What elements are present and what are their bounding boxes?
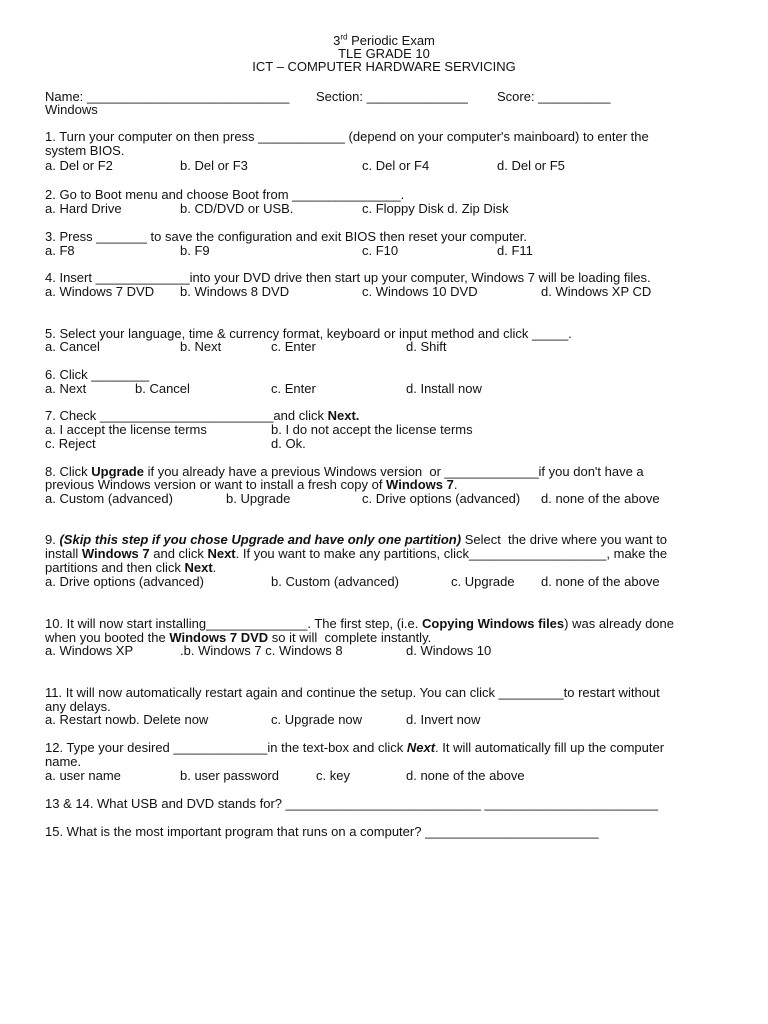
q4-option-d: d. Windows XP CD: [541, 284, 652, 299]
q12-option-b: b. user password: [180, 768, 279, 783]
q5-option-a: a. Cancel: [45, 339, 100, 354]
q10-option-d: d. Windows 10: [406, 643, 492, 658]
q11-option-c: c. Upgrade now: [271, 712, 363, 727]
topic-subtitle: Windows: [45, 102, 98, 117]
q12-option-c: c. key: [316, 768, 350, 783]
question-1-text: 1. Turn your computer on then press ____________ (depend on your computer's mainboard) to enter the: [45, 129, 649, 144]
q8-option-b: b. Upgrade: [226, 491, 291, 506]
q6-option-c: c. Enter: [271, 381, 316, 396]
grade-title: TLE GRADE 10: [338, 46, 430, 61]
q8-option-c: c. Drive options (advanced): [362, 491, 521, 506]
exam-title: 3rd Periodic Exam: [333, 32, 435, 48]
q12-option-a: a. user name: [45, 768, 121, 783]
q7-option-c: c. Reject: [45, 436, 96, 451]
q9-option-b: b. Custom (advanced): [271, 574, 399, 589]
q7-option-b: b. I do not accept the license terms: [271, 422, 473, 437]
q5-option-d: d. Shift: [406, 339, 447, 354]
q8-option-a: a. Custom (advanced): [45, 491, 173, 506]
q3-option-d: d. F11: [497, 243, 533, 258]
question-7-text: 7. Check ________________________and click Next.: [45, 408, 360, 423]
q6-option-b: b. Cancel: [135, 381, 190, 396]
q1-option-c: c. Del or F4: [362, 158, 430, 173]
q3-option-a: a. F8: [45, 243, 75, 258]
question-13-14-text: 13 & 14. What USB and DVD stands for? ___________________________ ________________________: [45, 796, 658, 811]
q9-option-a: a. Drive options (advanced): [45, 574, 204, 589]
question-10-text-cont: when you booted the Windows 7 DVD so it will complete instantly.: [45, 630, 432, 645]
q10-option-a: a. Windows XP: [45, 643, 134, 658]
q9-option-d: d. none of the above: [541, 574, 660, 589]
q10-option-bc: .b. Windows 7 c. Windows 8: [180, 643, 343, 658]
q12-option-d: d. none of the above: [406, 768, 525, 783]
question-4-text: 4. Insert _____________into your DVD drive then start up your computer, Windows 7 will be loading files.: [45, 270, 651, 285]
q1-option-d: d. Del or F5: [497, 158, 565, 173]
question-8-text-cont: previous Windows version or want to install a fresh copy of Windows 7.: [45, 477, 458, 492]
question-9-text-cont: install Windows 7 and click Next. If you want to make any partitions, click___________________, make the: [45, 546, 668, 561]
q6-option-a: a. Next: [45, 381, 87, 396]
q9-option-c: c. Upgrade: [451, 574, 515, 589]
question-9-text: 9. (Skip this step if you chose Upgrade and have only one partition) Select the drive where you want to: [45, 532, 668, 547]
question-1-text-cont: system BIOS.: [45, 143, 125, 158]
q2-option-b: b. CD/DVD or USB.: [180, 201, 294, 216]
name-field: Name: ____________________________: [45, 89, 290, 104]
subject-title: ICT – COMPUTER HARDWARE SERVICING: [252, 59, 516, 74]
question-15-text: 15. What is the most important program that runs on a computer? ________________________: [45, 824, 599, 839]
q3-option-c: c. F10: [362, 243, 399, 258]
question-11-text-cont: any delays.: [45, 699, 111, 714]
question-6-text: 6. Click ________: [45, 367, 150, 382]
question-5-text: 5. Select your language, time & currency format, keyboard or input method and click _____.: [45, 326, 572, 341]
question-2-text: 2. Go to Boot menu and choose Boot from _______________.: [45, 187, 405, 202]
q7-option-d: d. Ok.: [271, 436, 306, 451]
q1-option-a: a. Del or F2: [45, 158, 113, 173]
question-11-text: 11. It will now automatically restart again and continue the setup. You can click _________to restart without: [45, 685, 660, 700]
q11-option-d: d. Invert now: [406, 712, 481, 727]
question-8-text: 8. Click Upgrade if you already have a previous Windows version or _____________if you don't have a: [45, 464, 644, 479]
q2-option-cd: c. Floppy Disk d. Zip Disk: [362, 201, 509, 216]
q4-option-c: c. Windows 10 DVD: [362, 284, 478, 299]
q3-option-b: b. F9: [180, 243, 210, 258]
question-12-text-cont: name.: [45, 754, 82, 769]
q5-option-b: b. Next: [180, 339, 222, 354]
section-field: Section: ______________: [316, 89, 468, 104]
q8-option-d: d. none of the above: [541, 491, 660, 506]
question-9-text-cont-2: partitions and then click Next.: [45, 560, 217, 575]
q2-option-a: a. Hard Drive: [45, 201, 122, 216]
q7-option-a: a. I accept the license terms: [45, 422, 207, 437]
q6-option-d: d. Install now: [406, 381, 482, 396]
question-3-text: 3. Press _______ to save the configuration and exit BIOS then reset your computer.: [45, 229, 528, 244]
q4-option-a: a. Windows 7 DVD: [45, 284, 155, 299]
score-field: Score: __________: [497, 89, 611, 104]
q4-option-b: b. Windows 8 DVD: [180, 284, 290, 299]
q11-option-ab: a. Restart nowb. Delete now: [45, 712, 209, 727]
q5-option-c: c. Enter: [271, 339, 316, 354]
question-10-text: 10. It will now start installing______________. The first step, (i.e. Copying Windows files) was already done: [45, 616, 674, 631]
question-12-text: 12. Type your desired _____________in the text-box and click Next. It will automatically fill up the computer: [45, 740, 665, 755]
q1-option-b: b. Del or F3: [180, 158, 248, 173]
